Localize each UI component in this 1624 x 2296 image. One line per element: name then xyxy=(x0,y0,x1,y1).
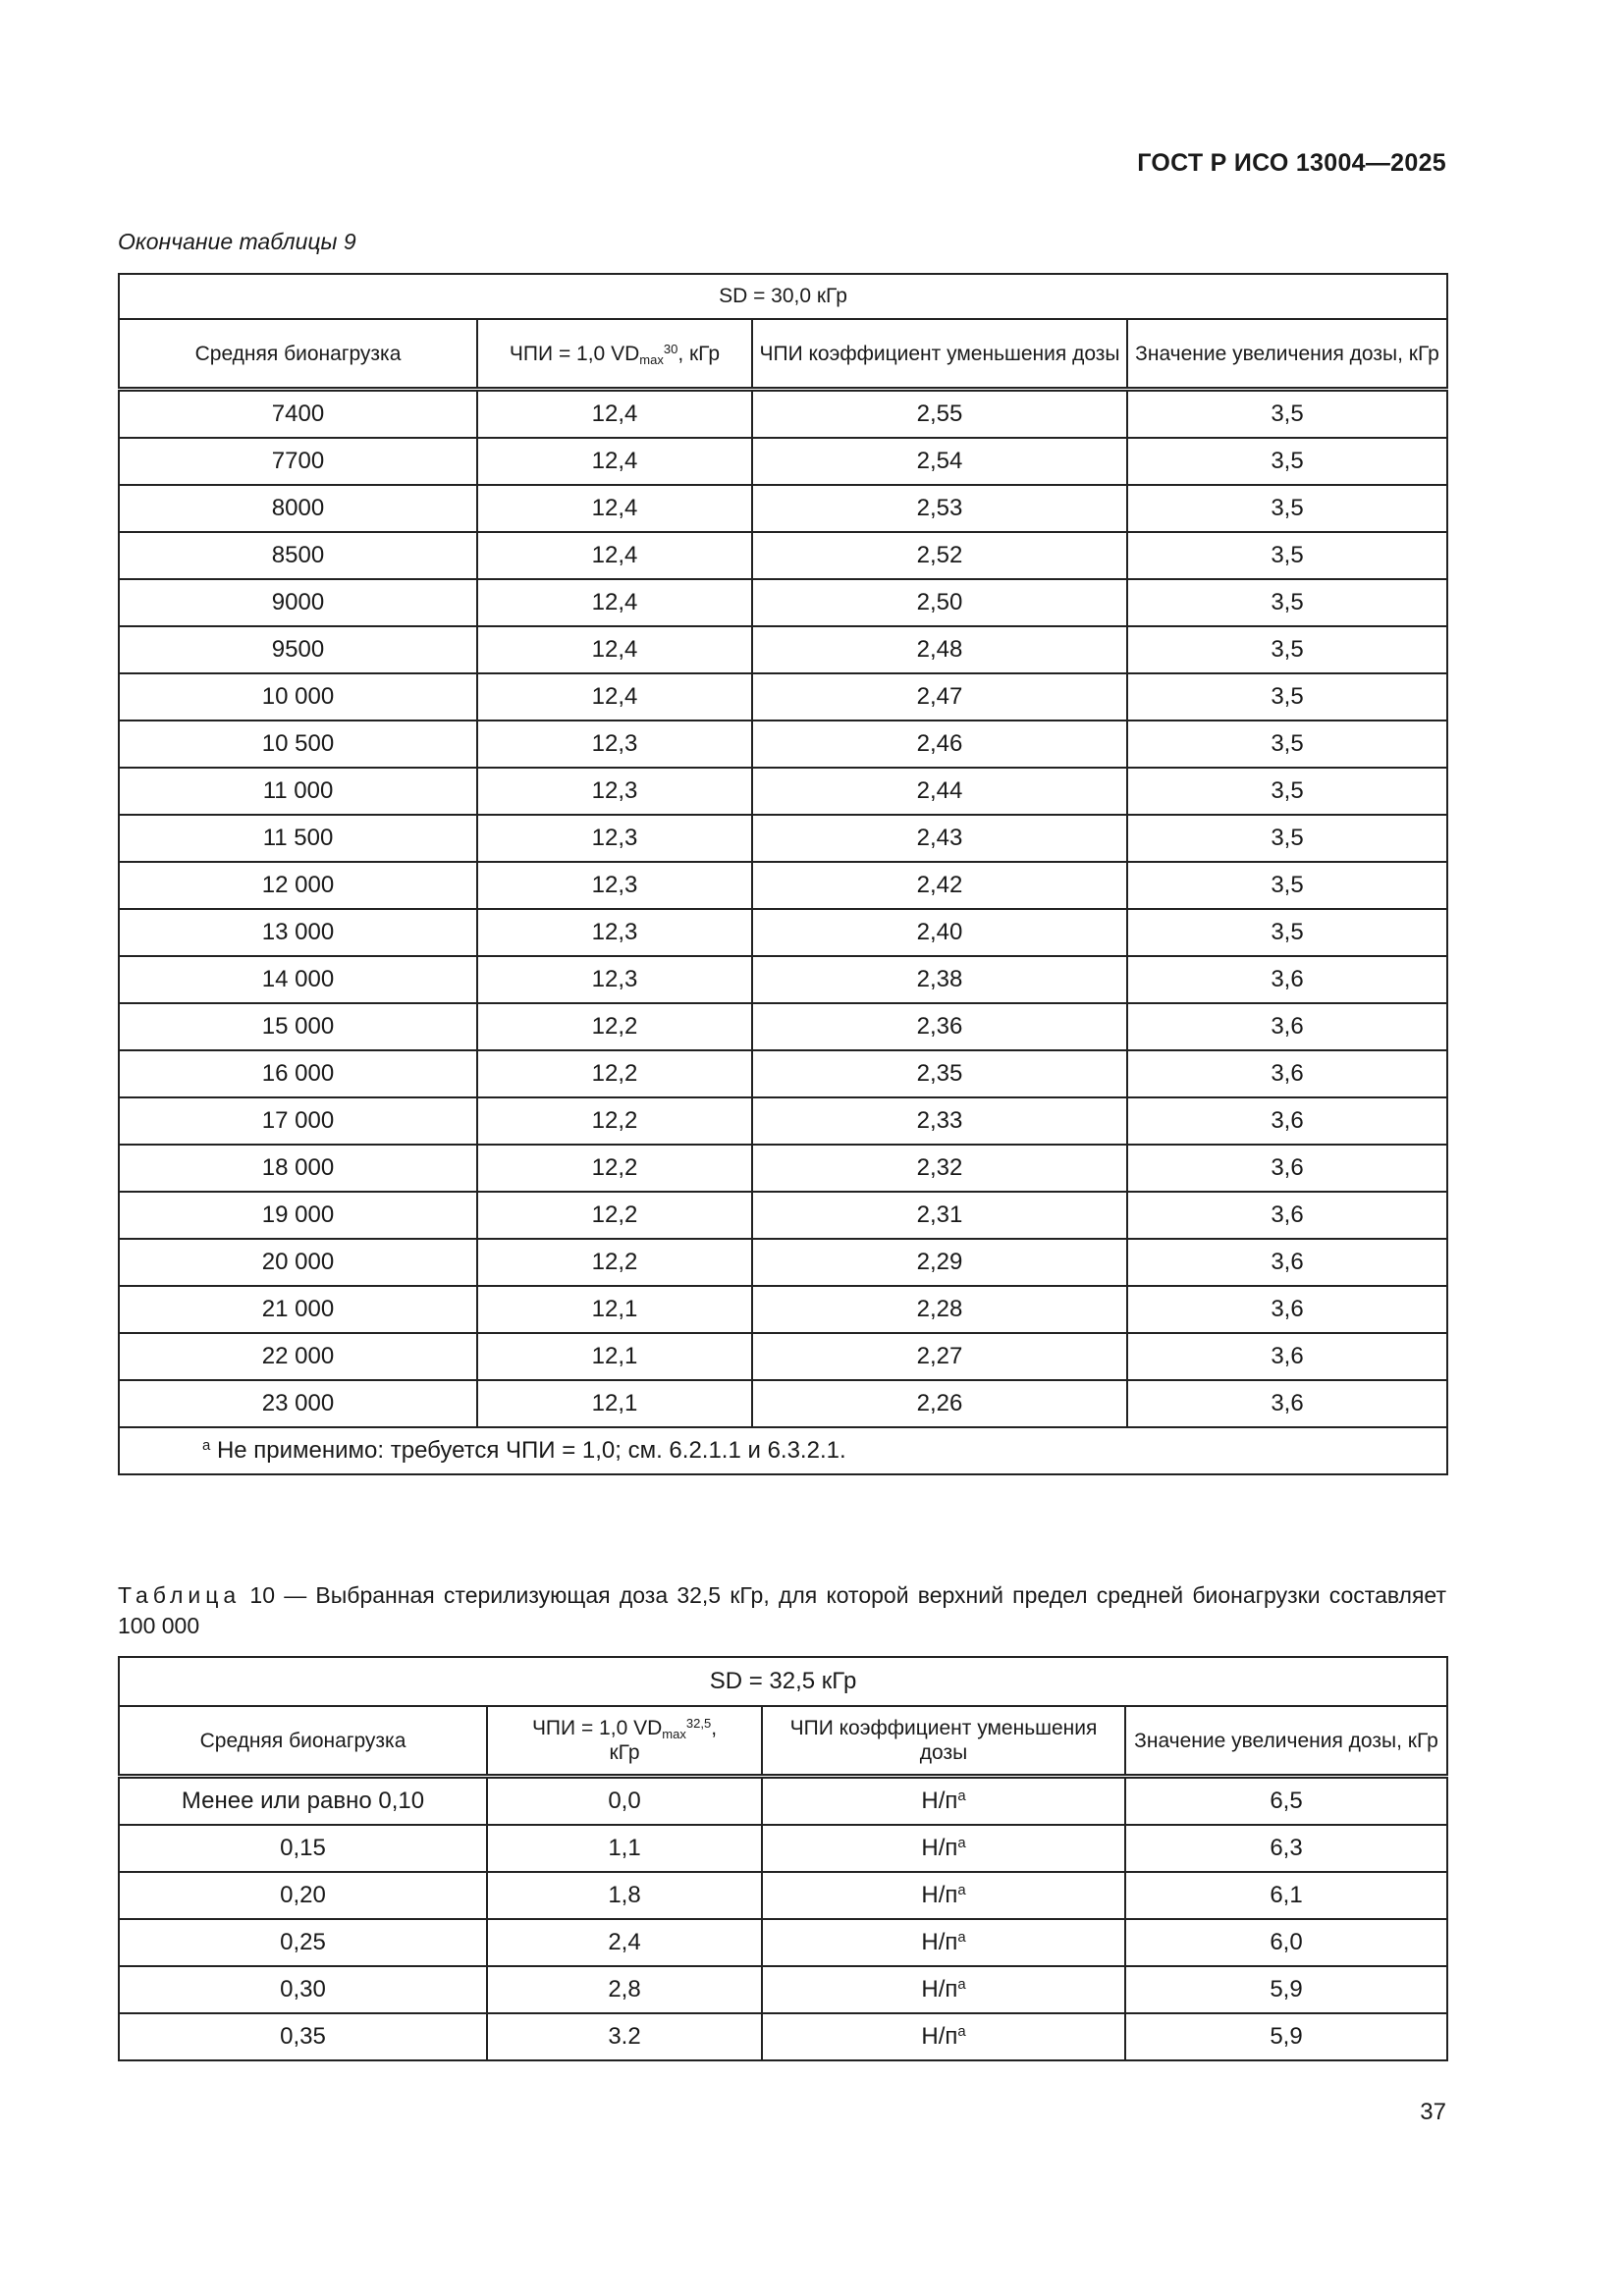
factor-cell: 2,46 xyxy=(752,721,1127,768)
footnote-mark: a xyxy=(957,1788,966,1804)
spi-cell: 12,1 xyxy=(477,1333,752,1380)
increase-cell: 3,6 xyxy=(1127,1003,1447,1050)
increase-cell: 3,5 xyxy=(1127,721,1447,768)
table-row xyxy=(119,438,1447,485)
table-10-label: Таблица xyxy=(118,1582,242,1608)
spi-cell: 12,3 xyxy=(477,815,752,862)
increase-cell: 3,5 xyxy=(1127,438,1447,485)
table-row xyxy=(119,1097,1447,1145)
header-spi-prefix: ЧПИ = 1,0 VD xyxy=(531,1717,663,1739)
table-row xyxy=(119,1919,1447,1966)
increase-cell: 3,5 xyxy=(1127,579,1447,626)
header-spi-unit: кГр xyxy=(609,1741,640,1764)
spi-cell: 12,3 xyxy=(477,909,752,956)
spi-cell: 12,2 xyxy=(477,1097,752,1145)
factor-cell: 2,52 xyxy=(752,532,1127,579)
table-row xyxy=(119,1966,1447,2013)
bioburden-cell: 20 000 xyxy=(119,1239,477,1286)
table-row xyxy=(119,1145,1447,1192)
spi-cell: 12,4 xyxy=(477,673,752,721)
increase-cell: 3,6 xyxy=(1127,956,1447,1003)
factor-cell xyxy=(762,2013,1125,2060)
bioburden-cell: 18 000 xyxy=(119,1145,477,1192)
header-spi-sup: 30 xyxy=(663,341,678,356)
bioburden-cell: 9000 xyxy=(119,579,477,626)
table-10-title-text: 10 — Выбранная стерилизующая доза 32,5 кГр, для которой верхний предел средней бионагрузки составляет 100 000 xyxy=(118,1582,1446,1638)
factor-cell: 2,44 xyxy=(752,768,1127,815)
spi-cell: 12,3 xyxy=(477,862,752,909)
table-9-footnote xyxy=(119,1427,1447,1474)
factor-cell: 2,33 xyxy=(752,1097,1127,1145)
table-9-header-increase: Значение увеличения дозы, кГр xyxy=(1127,319,1447,390)
table-10-header-bioburden: Средняя бионагрузка xyxy=(119,1706,487,1777)
factor-cell: 2,50 xyxy=(752,579,1127,626)
table-row xyxy=(119,721,1447,768)
increase-cell: 3,5 xyxy=(1127,485,1447,532)
factor-value: Н/п xyxy=(921,2023,958,2050)
factor-cell: 2,40 xyxy=(752,909,1127,956)
increase-cell: 3,5 xyxy=(1127,626,1447,673)
increase-cell: 3,6 xyxy=(1127,1050,1447,1097)
factor-cell: 2,48 xyxy=(752,626,1127,673)
factor-value: Н/п xyxy=(921,1788,958,1814)
table-row xyxy=(119,1050,1447,1097)
table-row xyxy=(119,1777,1447,1826)
factor-cell: 2,36 xyxy=(752,1003,1127,1050)
bioburden-cell: 22 000 xyxy=(119,1333,477,1380)
bioburden-cell: 10 000 xyxy=(119,673,477,721)
spi-cell: 12,1 xyxy=(477,1286,752,1333)
spi-cell: 0,0 xyxy=(487,1777,762,1826)
table-row xyxy=(119,626,1447,673)
bioburden-cell: 23 000 xyxy=(119,1380,477,1427)
table-row xyxy=(119,1380,1447,1427)
table-row xyxy=(119,532,1447,579)
spi-cell: 12,2 xyxy=(477,1239,752,1286)
increase-cell: 3,5 xyxy=(1127,673,1447,721)
table-9-body xyxy=(119,390,1447,1428)
bioburden-cell: 17 000 xyxy=(119,1097,477,1145)
spi-cell: 12,3 xyxy=(477,956,752,1003)
footnote-mark: a xyxy=(957,1835,966,1851)
bioburden-cell: 0,25 xyxy=(119,1919,487,1966)
increase-cell: 3,5 xyxy=(1127,909,1447,956)
table-row xyxy=(119,1003,1447,1050)
table-10-sd-cell: SD = 32,5 кГр xyxy=(119,1657,1447,1706)
spi-cell: 2,4 xyxy=(487,1919,762,1966)
table-row xyxy=(119,390,1447,439)
spi-cell: 1,1 xyxy=(487,1825,762,1872)
factor-cell: 2,32 xyxy=(752,1145,1127,1192)
table-9-sd-row xyxy=(119,274,1447,319)
table-10-header-factor: ЧПИ коэффициент уменьшения дозы xyxy=(762,1706,1125,1777)
table-9 xyxy=(118,273,1448,1475)
spi-cell: 12,3 xyxy=(477,721,752,768)
increase-cell: 3,6 xyxy=(1127,1145,1447,1192)
increase-cell: 3,5 xyxy=(1127,862,1447,909)
factor-cell: 2,53 xyxy=(752,485,1127,532)
increase-cell: 5,9 xyxy=(1125,2013,1447,2060)
bioburden-cell: 0,15 xyxy=(119,1825,487,1872)
header-spi-sub: max xyxy=(662,1726,686,1741)
spi-cell: 12,2 xyxy=(477,1050,752,1097)
header-spi-prefix: ЧПИ = 1,0 VD xyxy=(509,342,640,365)
document-standard-header: ГОСТ Р ИСО 13004—2025 xyxy=(1137,149,1446,177)
factor-cell: 2,55 xyxy=(752,390,1127,439)
bioburden-cell: 16 000 xyxy=(119,1050,477,1097)
table-10-header-increase: Значение увеличения дозы, кГр xyxy=(1125,1706,1447,1777)
factor-value: Н/п xyxy=(921,1976,958,2002)
factor-cell: 2,42 xyxy=(752,862,1127,909)
footnote-mark: a xyxy=(957,1929,966,1946)
header-spi-suffix: , xyxy=(711,1717,718,1739)
bioburden-cell: 19 000 xyxy=(119,1192,477,1239)
footnote-mark: a xyxy=(957,2023,966,2040)
table-row xyxy=(119,862,1447,909)
spi-cell: 2,8 xyxy=(487,1966,762,2013)
bioburden-cell: Менее или равно 0,10 xyxy=(119,1777,487,1826)
increase-cell: 6,5 xyxy=(1125,1777,1447,1826)
table-10-sd-row xyxy=(119,1657,1447,1706)
spi-cell: 1,8 xyxy=(487,1872,762,1919)
increase-cell: 3,5 xyxy=(1127,768,1447,815)
increase-cell: 3,6 xyxy=(1127,1380,1447,1427)
spi-cell: 12,4 xyxy=(477,438,752,485)
table-10 xyxy=(118,1656,1448,2061)
spi-cell: 12,1 xyxy=(477,1380,752,1427)
table-row xyxy=(119,768,1447,815)
increase-cell: 3,5 xyxy=(1127,390,1447,439)
increase-cell: 3,5 xyxy=(1127,532,1447,579)
increase-cell: 6,3 xyxy=(1125,1825,1447,1872)
factor-cell: 2,29 xyxy=(752,1239,1127,1286)
increase-cell: 6,0 xyxy=(1125,1919,1447,1966)
factor-value: Н/п xyxy=(921,1882,958,1908)
factor-cell: 2,54 xyxy=(752,438,1127,485)
factor-cell: 2,38 xyxy=(752,956,1127,1003)
spi-cell: 12,4 xyxy=(477,485,752,532)
spi-cell: 12,4 xyxy=(477,579,752,626)
header-spi-sub: max xyxy=(639,351,664,367)
spi-cell: 3.2 xyxy=(487,2013,762,2060)
table-row xyxy=(119,2013,1447,2060)
header-spi-sup: 32,5 xyxy=(685,1715,712,1731)
spi-cell: 12,2 xyxy=(477,1192,752,1239)
table-10-body xyxy=(119,1777,1447,2061)
page-number: 37 xyxy=(1420,2099,1446,2125)
factor-value: Н/п xyxy=(921,1835,958,1861)
increase-cell: 3,6 xyxy=(1127,1239,1447,1286)
table-10-title xyxy=(118,1580,1446,1641)
bioburden-cell: 8500 xyxy=(119,532,477,579)
bioburden-cell: 11 500 xyxy=(119,815,477,862)
bioburden-cell: 0,35 xyxy=(119,2013,487,2060)
factor-cell: 2,28 xyxy=(752,1286,1127,1333)
factor-cell: 2,47 xyxy=(752,673,1127,721)
bioburden-cell: 12 000 xyxy=(119,862,477,909)
bioburden-cell: 9500 xyxy=(119,626,477,673)
table-9-header-bioburden: Средняя бионагрузка xyxy=(119,319,477,390)
table-row xyxy=(119,1192,1447,1239)
table-row xyxy=(119,1333,1447,1380)
spi-cell: 12,2 xyxy=(477,1145,752,1192)
table-10-header-spi xyxy=(487,1706,762,1777)
table-row xyxy=(119,1872,1447,1919)
increase-cell: 3,6 xyxy=(1127,1192,1447,1239)
factor-cell: 2,26 xyxy=(752,1380,1127,1427)
spi-cell: 12,3 xyxy=(477,768,752,815)
footnote-text: Не применимо: требуется ЧПИ = 1,0; см. 6.2.1.1 и 6.3.2.1. xyxy=(210,1437,846,1464)
bioburden-cell: 0,30 xyxy=(119,1966,487,2013)
table-row xyxy=(119,579,1447,626)
factor-cell xyxy=(762,1919,1125,1966)
table-row xyxy=(119,1825,1447,1872)
increase-cell: 5,9 xyxy=(1125,1966,1447,2013)
bioburden-cell: 0,20 xyxy=(119,1872,487,1919)
header-spi-suffix: , кГр xyxy=(677,342,721,365)
bioburden-cell: 13 000 xyxy=(119,909,477,956)
spi-cell: 12,4 xyxy=(477,390,752,439)
table-9-continuation-caption: Окончание таблицы 9 xyxy=(118,229,356,254)
factor-cell xyxy=(762,1777,1125,1826)
factor-cell xyxy=(762,1872,1125,1919)
bioburden-cell: 8000 xyxy=(119,485,477,532)
increase-cell: 3,6 xyxy=(1127,1286,1447,1333)
bioburden-cell: 15 000 xyxy=(119,1003,477,1050)
spi-cell: 12,4 xyxy=(477,626,752,673)
footnote-mark: a xyxy=(202,1437,211,1454)
table-9-footnote-row xyxy=(119,1427,1447,1474)
bioburden-cell: 21 000 xyxy=(119,1286,477,1333)
table-row xyxy=(119,815,1447,862)
bioburden-cell: 11 000 xyxy=(119,768,477,815)
bioburden-cell: 7400 xyxy=(119,390,477,439)
factor-cell xyxy=(762,1825,1125,1872)
table-9-header-spi xyxy=(477,319,752,390)
factor-cell: 2,43 xyxy=(752,815,1127,862)
table-9-header-factor: ЧПИ коэффициент уменьшения дозы xyxy=(752,319,1127,390)
table-row xyxy=(119,909,1447,956)
increase-cell: 3,6 xyxy=(1127,1097,1447,1145)
factor-value: Н/п xyxy=(921,1929,958,1955)
bioburden-cell: 10 500 xyxy=(119,721,477,768)
increase-cell: 3,5 xyxy=(1127,815,1447,862)
spi-cell: 12,4 xyxy=(477,532,752,579)
factor-cell: 2,27 xyxy=(752,1333,1127,1380)
factor-cell: 2,31 xyxy=(752,1192,1127,1239)
table-10-header-row xyxy=(119,1706,1447,1777)
table-9-sd-cell: SD = 30,0 кГр xyxy=(119,274,1447,319)
table-row xyxy=(119,1239,1447,1286)
table-row xyxy=(119,485,1447,532)
spi-cell: 12,2 xyxy=(477,1003,752,1050)
bioburden-cell: 14 000 xyxy=(119,956,477,1003)
footnote-mark: a xyxy=(957,1882,966,1898)
factor-cell xyxy=(762,1966,1125,2013)
bioburden-cell: 7700 xyxy=(119,438,477,485)
table-row xyxy=(119,956,1447,1003)
increase-cell: 6,1 xyxy=(1125,1872,1447,1919)
increase-cell: 3,6 xyxy=(1127,1333,1447,1380)
footnote-mark: a xyxy=(957,1976,966,1993)
table-9-header-row xyxy=(119,319,1447,390)
table-row xyxy=(119,673,1447,721)
factor-cell: 2,35 xyxy=(752,1050,1127,1097)
table-row xyxy=(119,1286,1447,1333)
